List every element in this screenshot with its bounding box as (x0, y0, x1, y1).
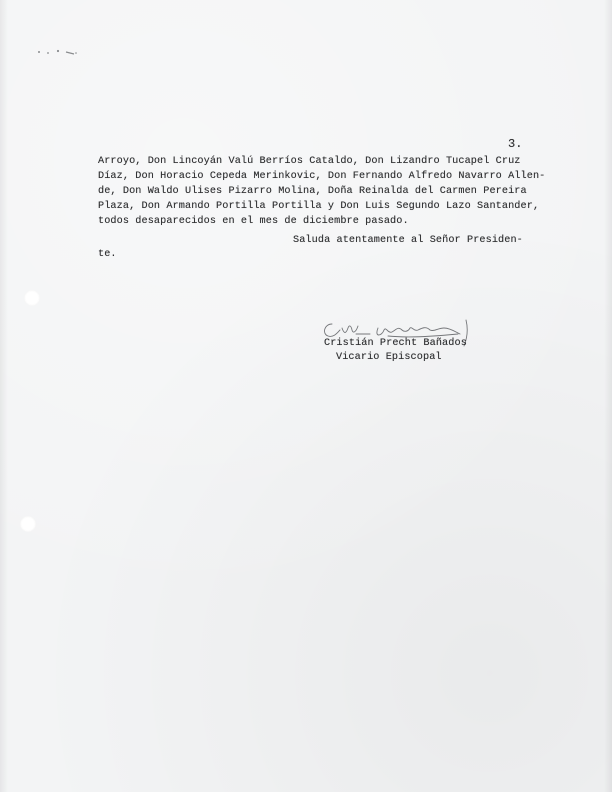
signatory-title: Vicario Episcopal (336, 352, 442, 363)
punch-hole-top (24, 290, 40, 306)
left-edge-shadow (0, 0, 8, 792)
right-edge-shadow (604, 0, 612, 792)
body-line: de, Don Waldo Ulises Pizarro Molina, Doña Reinalda del Carmen Pereira (98, 186, 527, 197)
closing-salutation-continued: te. (98, 249, 117, 260)
body-line: todos desaparecidos en el mes de diciembre pasado. (98, 216, 409, 227)
body-line: Arroyo, Don Lincoyán Valú Berríos Cataldo, Don Lizandro Tucapel Cruz (98, 156, 521, 167)
punch-hole-bottom (20, 516, 36, 532)
body-line: Díaz, Don Horacio Cepeda Merinkovic, Don Fernando Alfredo Navarro Allen- (98, 171, 546, 182)
body-line: Plaza, Don Armando Portilla Portilla y Don Luis Segundo Lazo Santander, (98, 201, 540, 212)
page-number: 3. (508, 137, 523, 151)
signatory-name: Cristián Precht Bañados (324, 338, 467, 349)
scan-speck-marks (36, 48, 80, 58)
closing-salutation: Saluda atentamente al Señor Presiden- (293, 235, 523, 246)
